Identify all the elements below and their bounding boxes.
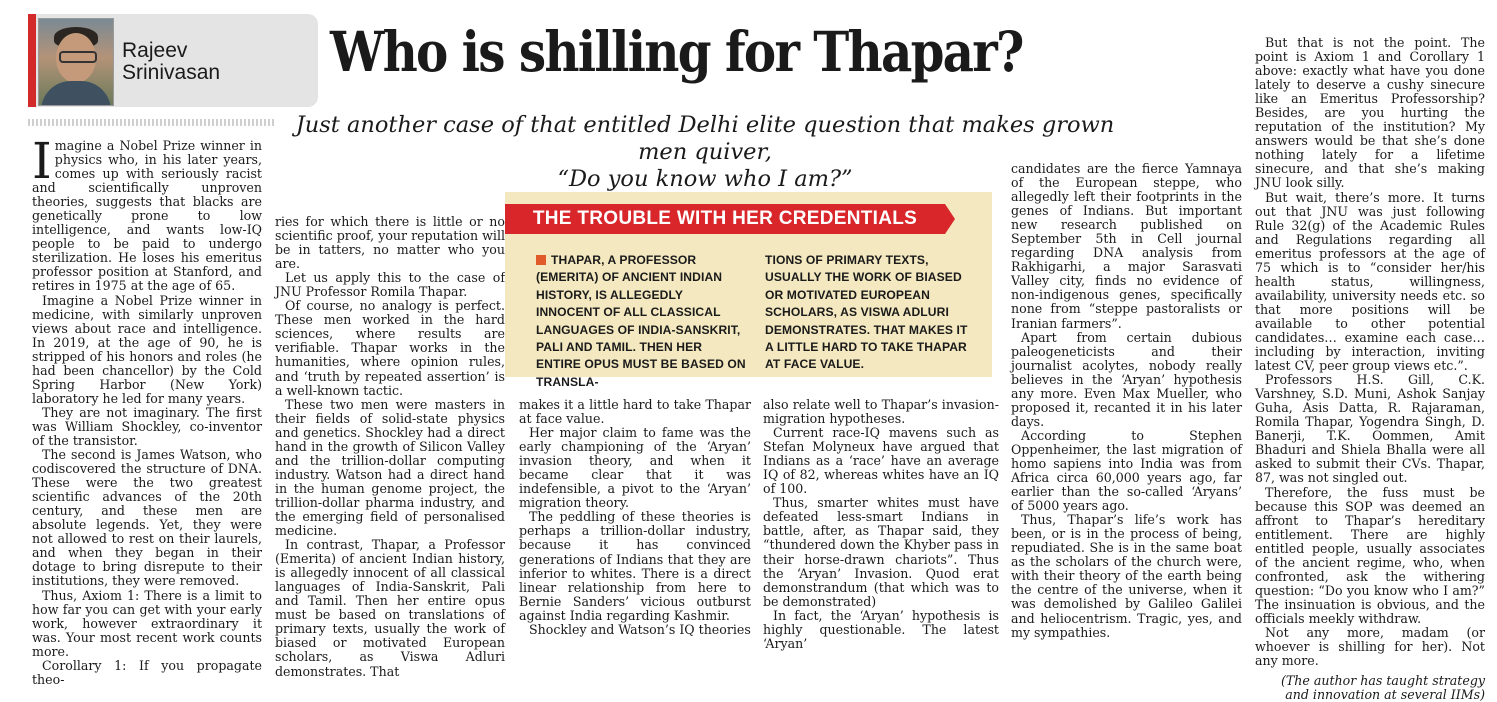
author-photo [38,18,114,106]
article-column-4: also relate well to Thapar’s invasion-migration hypotheses. Current race-IQ mavens such as Stefan Molyneux have argued that Indians as a ‘race’ have an average IQ of 82, whereas whites have an IQ of 100. Thus, smarter whites must have defeated less-smart Indians in battle, after, as Thapar said, they “thundered down the Khyber pass in their horse-drawn chariots”. Thus the ‘Aryan’ Invasion. Quod erat demonstrandum (that which was to be demonstrated) In fact, the ‘Aryan’ hypothesis is highly questionable. The latest ‘Aryan’ [763,397,999,651]
article-column-2: ries for which there is little or no scientific proof, your reputation will be in tatters, no matter who you are. Let us apply this to the case of JNU Professor Romila Thapar. Of course, no analogy is perfect. These men worked in the hard sciences, where results are verifiable. Thapar works in the humanities, where opinion rules, and ‘truth by repeated assertion’ is a well-known tactic. These two men were masters in their fields of solid-state physics and genetics. Shockley had a direct hand in the growth of Silicon Valley and the trillion-dollar computing industry. Watson had a direct hand in the human genome project, the trillion-dollar pharma industry, and the emerging field of personalised medicine. In contrast, Thapar, a Professor (Emerita) of ancient Indian history, is allegedly innocent of all classical languages of India-Sanskrit, Pali and Tamil. Then her entire opus must be based on translations of primary texts, usually the work of biased or motivated European scholars, as Viswa Adluri demonstrates. That [275,214,505,679]
author-accent-bar [28,14,36,107]
bullet-square-icon [536,255,546,265]
drop-cap: I [32,132,52,190]
article-column-1: Imagine a Nobel Prize winner in physics who, in his later years, comes up with seriously racist and scientifically unproven theories, suggests that blacks are genetically prone to low intelligence, and wants low-IQ people to be paid to undergo sterilization. He loses his emeritus professor position at Stanford, and retires in 1975 at the age of 65. Imagine a Nobel Prize winner in medicine, with similarly unproven views about race and intelligence. In 2019, at the age of 90, he is stripped of his honors and roles (he had been chancellor) by the Cold Spring Harbor (New York) laboratory he led for many years. They are not imaginary. The first was William Shockley, co-inventor of the transistor. The second is James Watson, who codiscovered the structure of DNA. These were the two greatest scientific advances of the 20th century, and these men are absolute legends. Yet, they were not allowed to rest on their laurels, and when they began in their dotage to bring disrepute to their institutions, they were removed. Thus, Axiom 1: There is a limit to how far you can get with your early work, however extraordinary it was. Your most recent work counts more. Corollary 1: If you propagate theo- [32,132,262,687]
article-column-5: candidates are the fierce Yamnaya of the European steppe, who allegedly left their footprints in the genes of Indians. But important new research published on September 5th in Cell journal regarding DNA analysis from Rakhigarhi, a major Sarasvati Valley city, finds no evidence of non-indigenous genes, specifically none from “steppe pastoralists or Iranian farmers”. Apart from certain dubious paleogeneticists and their journalist acolytes, nobody really believes in the ‘Aryan’ hypothesis any more. Even Max Mueller, who proposed it, recanted it in his later days. According to Stephen Oppenheimer, the last migration of homo sapiens into India was from Africa circa 60,000 years ago, far earlier than the so-called ‘Aryans’ of 5000 years ago. Thus, Thapar’s life’s work has been, or is in the process of being, repudiated. She is in the same boat as the scholars of the church were, with their theory of the earth being the centre of the universe, when it was demolished by Galileo Galilei and heliocentrism. Tragic, yes, and my sympathies. [1011,161,1242,640]
author-name: Rajeev Srinivasan [122,39,221,84]
article-column-3: makes it a little hard to take Thapar at face value. Her major claim to fame was the early championing of the ‘Aryan’ invasion theory, and when it became clear that it was indefensible, a pivot to the ‘Aryan’ migration theory. The peddling of these theories is perhaps a trillion-dollar industry, because it has convinced generations of Indians that they are inferior to whites. There is a direct linear relationship from here to Bernie Sanders’ vicious outburst against India regarding Kashmir. Shockley and Watson’s IQ theories [519,397,751,637]
pull-quote-title-arrow [945,204,955,234]
pull-quote-title: THE TROUBLE WITH HER CREDENTIALS [505,204,945,234]
pull-quote-text-2: TIONS OF PRIMARY TEXTS, USUALLY THE WORK OF BIASED OR MOTIVATED EUROPEAN SCHOLARS, AS VISWA ADLURI DEMONSTRATES. THAT MAKES IT A LITTLE HARD TO TAKE THAPAR AT FACE VALUE. [765,253,968,372]
article-column-6: But that is not the point. The point is Axiom 1 and Corollary 1 above: exactly what have you done lately to deserve a cushy sinecure like an Emeritus Professorship? Besides, are you hurting the reputation of the institution? My answers would be that she’s done nothing lately for a lifetime sinecure, and that she’s making JNU look silly. But wait, there’s more. It turns out that JNU was just following Rule 32(g) of the Academic Rules and Regulations regarding all emeritus professors at the age of 75 which is to “consider her/his health status, willingness, availability, university needs etc. so that more positions will be available to other potential candidates… examine each case… including by interaction, inviting latest CV, peer group views etc.”. Professors H.S. Gill, C.K. Varshney, S.D. Muni, Ashok Sanjay Guha, Asis Datta, R. Rajaraman, Romila Thapar, Yogendra Singh, D. Banerji, T.K. Oommen, Amit Bhaduri and Shiela Bhalla were all asked to submit their CVs. Thapar, 87, was not singled out. Therefore, the fuss must be because this SOP was deemed an affront to Thapar’s hereditary entitlement. There are highly entitled people, usually associates of the ancient regime, who, when confronted, ask the withering question: “Do you know who I am?” The insinuation is obvious, and the officials meekly withdraw. Not any more, madam (or whoever is shilling for her). Not any more. (The author has taught strategy and innovation at several IIMs) [1255,35,1485,702]
pull-quote-text-1: THAPAR, A PROFESSOR (EMERITA) OF ANCIENT INDIAN HISTORY, IS ALLEGEDLY INNOCENT OF ALL CLASSICAL LANGUAGES OF INDIA-SANSKRIT, PALI AND TAMIL. THEN HER ENTIRE OPUS MUST BE BASED ON TRANSLA- [536,253,746,389]
subheadline: Just another case of that entitled Delhi elite question that makes grown men quiver, “Do you know who I am?” [295,112,1115,192]
author-credit: (The author has taught strategy and innovation at several IIMs) [1280,673,1485,702]
decorative-stripe [28,119,276,126]
headline: Who is shilling for Thapar? [330,19,1023,84]
